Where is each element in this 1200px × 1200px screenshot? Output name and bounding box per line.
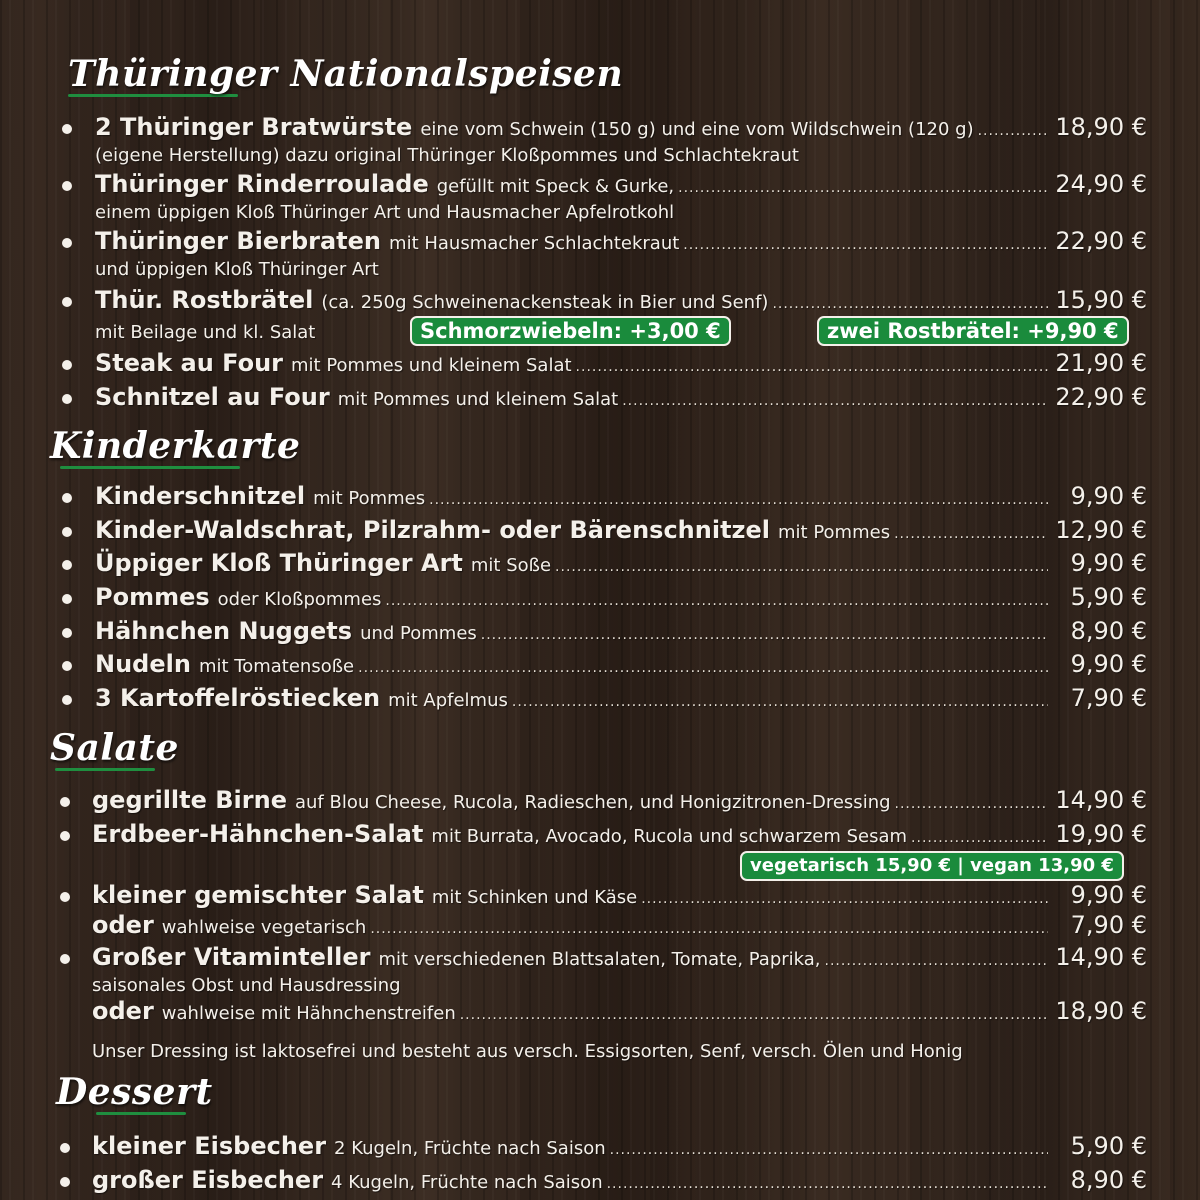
item-price: 5,90 € (1070, 583, 1147, 611)
item-title: Kinder-Waldschrat, Pilzrahm- oder Bärenschnitzel (95, 516, 771, 544)
dot-leader (895, 796, 1048, 812)
dot-leader (576, 359, 1048, 375)
bullet (62, 360, 72, 370)
item-title: Nudeln (95, 650, 191, 678)
item-desc: mit Pommes und kleinem Salat (337, 389, 619, 410)
bullet (62, 181, 72, 191)
menu-item-rinderroulade (95, 170, 1147, 200)
bullet (62, 594, 72, 604)
menu-item-kartoffelroestiecken (95, 684, 1147, 714)
item-title: Thüringer Bierbraten (95, 227, 382, 255)
item-desc: mit Pommes (778, 522, 891, 543)
item-title: gegrillte Birne (92, 786, 287, 814)
dot-leader (358, 660, 1048, 676)
item-title: 3 Kartoffelröstiecken (95, 684, 381, 712)
item-title: oder (92, 911, 154, 939)
item-price: 7,90 € (1070, 911, 1147, 939)
item-price: 15,90 € (1055, 286, 1147, 314)
dot-leader (512, 694, 1048, 710)
menu-item-bierbraten (95, 227, 1147, 257)
item-price: 7,90 € (1070, 684, 1147, 712)
item-desc: mit Pommes und kleinem Salat (291, 355, 572, 376)
menu-item-steak-au-four (95, 349, 1147, 379)
item-price: 8,90 € (1070, 1166, 1147, 1194)
menu-item-schnitzel-au-four (95, 383, 1147, 413)
menu-item-kinder-waldschrat (95, 516, 1147, 546)
heading-kids-text: Kinderkarte (50, 425, 301, 467)
bullet (62, 527, 72, 537)
item-desc: mit Apfelmus (388, 690, 508, 711)
heading-dessert-text: Dessert (56, 1071, 213, 1113)
heading-national (68, 53, 624, 97)
item-price: 5,90 € (1070, 1132, 1147, 1160)
item-price: 9,90 € (1070, 881, 1147, 909)
item-desc: gefüllt mit Speck & Gurke, (436, 176, 675, 197)
item-title: Schnitzel au Four (95, 383, 330, 411)
heading-salads-text: Salate (50, 727, 179, 769)
item-desc: auf Blou Cheese, Rucola, Radieschen, und Honigzitronen-Dressing (294, 792, 891, 813)
menu-item-gegrillte-birne (92, 786, 1147, 816)
item-title: großer Eisbecher (92, 1166, 324, 1194)
item-desc: mit Pommes (313, 488, 426, 509)
dot-leader (678, 180, 1048, 196)
menu-item-oder-haehnchenstreifen (92, 997, 1147, 1027)
bullet (60, 892, 70, 902)
dot-leader (772, 296, 1048, 312)
dot-leader (825, 953, 1048, 969)
heading-kids (50, 425, 301, 469)
menu-item-bratwurst (95, 113, 1147, 143)
dot-leader (894, 526, 1048, 542)
item-title: kleiner gemischter Salat (92, 881, 424, 909)
item-price: 14,90 € (1055, 786, 1147, 814)
bullet (62, 238, 72, 248)
dot-leader (607, 1176, 1048, 1192)
bullet (62, 493, 72, 503)
dot-leader (610, 1142, 1048, 1158)
menu-item-gemischter-salat (92, 881, 1147, 911)
heading-national-text: Thüringer Nationalspeisen (68, 53, 624, 95)
item-subline: mit Beilage und kl. Salat (95, 322, 316, 343)
menu-item-kinderschnitzel (95, 482, 1147, 512)
item-price: 19,90 € (1055, 820, 1147, 848)
item-title: Üppiger Kloß Thüringer Art (95, 549, 463, 577)
menu-item-erdbeer-haehnchen-salat (92, 820, 1147, 850)
dot-leader (385, 593, 1048, 609)
item-title: oder (92, 997, 154, 1025)
bullet (62, 297, 72, 307)
item-price: 18,90 € (1055, 113, 1147, 141)
menu-item-nudeln (95, 650, 1147, 680)
menu-item-kloss (95, 549, 1147, 579)
item-desc: mit verschiedenen Blattsalaten, Tomate, Paprika, (378, 949, 821, 970)
item-title: Thüringer Rinderroulade (95, 170, 429, 198)
item-desc: mit Soße (470, 555, 552, 576)
dot-leader (683, 237, 1048, 253)
item-price: 18,90 € (1055, 997, 1147, 1025)
bullet (62, 560, 72, 570)
badge-vegetarisch-vegan: vegetarisch 15,90 € | vegan 13,90 € (740, 851, 1124, 881)
dot-leader (460, 1007, 1048, 1023)
heading-dessert (56, 1071, 213, 1115)
bullet (62, 394, 72, 404)
item-title: Großer Vitaminteller (92, 943, 371, 971)
item-desc: und Pommes (360, 623, 477, 644)
dot-leader (370, 921, 1048, 937)
item-title: kleiner Eisbecher (92, 1132, 327, 1160)
item-desc: 2 Kugeln, Früchte nach Saison (334, 1138, 606, 1159)
dot-leader (481, 627, 1048, 643)
item-title: Steak au Four (95, 349, 284, 377)
menu-item-rostbraetel (95, 286, 1147, 316)
item-price: 12,90 € (1055, 516, 1147, 544)
item-desc: mit Schinken und Käse (431, 887, 638, 908)
item-subline: und üppigen Kloß Thüringer Art (95, 259, 379, 280)
menu-item-oder-vegetarisch (92, 911, 1147, 941)
item-desc: mit Burrata, Avocado, Rucola und schwarzem Sesam (431, 826, 908, 847)
menu-item-vitaminteller (92, 943, 1147, 973)
item-title: Kinderschnitzel (95, 482, 306, 510)
item-subline: saisonales Obst und Hausdressing (92, 975, 401, 996)
bullet (62, 628, 72, 638)
item-price: 9,90 € (1070, 482, 1147, 510)
item-price: 22,90 € (1055, 227, 1147, 255)
item-price: 8,90 € (1070, 617, 1147, 645)
item-desc: 4 Kugeln, Früchte nach Saison (331, 1172, 603, 1193)
bullet (62, 661, 72, 671)
item-price: 24,90 € (1055, 170, 1147, 198)
item-subline: einem üppigen Kloß Thüringer Art und Hausmacher Apfelrotkohl (95, 202, 675, 223)
badge-schmorzwiebeln: Schmorzwiebeln: +3,00 € (410, 316, 731, 346)
item-price: 9,90 € (1070, 650, 1147, 678)
bullet (62, 695, 72, 705)
bullet (60, 831, 70, 841)
item-price: 14,90 € (1055, 943, 1147, 971)
bullet (60, 1143, 70, 1153)
item-desc: oder Kloßpommes (217, 589, 382, 610)
item-price: 9,90 € (1070, 549, 1147, 577)
item-title: Pommes (95, 583, 210, 611)
dot-leader (622, 393, 1048, 409)
bullet (60, 954, 70, 964)
bullet (62, 124, 72, 134)
item-title: Erdbeer-Hähnchen-Salat (92, 820, 424, 848)
item-desc: eine vom Schwein (150 g) und eine vom Wildschwein (120 g) (420, 119, 974, 140)
item-title: Thür. Rostbrätel (95, 286, 314, 314)
item-desc: mit Tomatensoße (198, 656, 355, 677)
bullet (60, 797, 70, 807)
dressing-note: Unser Dressing ist laktosefrei und besteht aus versch. Essigsorten, Senf, versch. Ölen und Honig (92, 1041, 963, 1062)
dot-leader (429, 492, 1048, 508)
item-price: 21,90 € (1055, 349, 1147, 377)
dot-leader (641, 891, 1048, 907)
menu-item-pommes (95, 583, 1147, 613)
item-price: 22,90 € (1055, 383, 1147, 411)
dot-leader (911, 830, 1048, 846)
item-title: Hähnchen Nuggets (95, 617, 353, 645)
item-desc: wahlweise vegetarisch (161, 917, 367, 938)
badge-zwei-rostbraetel: zwei Rostbrätel: +9,90 € (817, 316, 1129, 346)
dot-leader (555, 559, 1048, 575)
dot-leader (978, 123, 1048, 139)
menu-item-kleiner-eisbecher (92, 1132, 1147, 1162)
menu-item-grosser-eisbecher (92, 1166, 1147, 1196)
heading-salads (50, 727, 179, 771)
item-title: 2 Thüringer Bratwürste (95, 113, 413, 141)
bullet (60, 1177, 70, 1187)
item-subline: (eigene Herstellung) dazu original Thüringer Kloßpommes und Schlachtekraut (95, 145, 799, 166)
item-desc: (ca. 250g Schweinenackensteak in Bier und Senf) (321, 292, 769, 313)
item-desc: mit Hausmacher Schlachtekraut (389, 233, 680, 254)
item-desc: wahlweise mit Hähnchenstreifen (161, 1003, 456, 1024)
menu-item-nuggets (95, 617, 1147, 647)
